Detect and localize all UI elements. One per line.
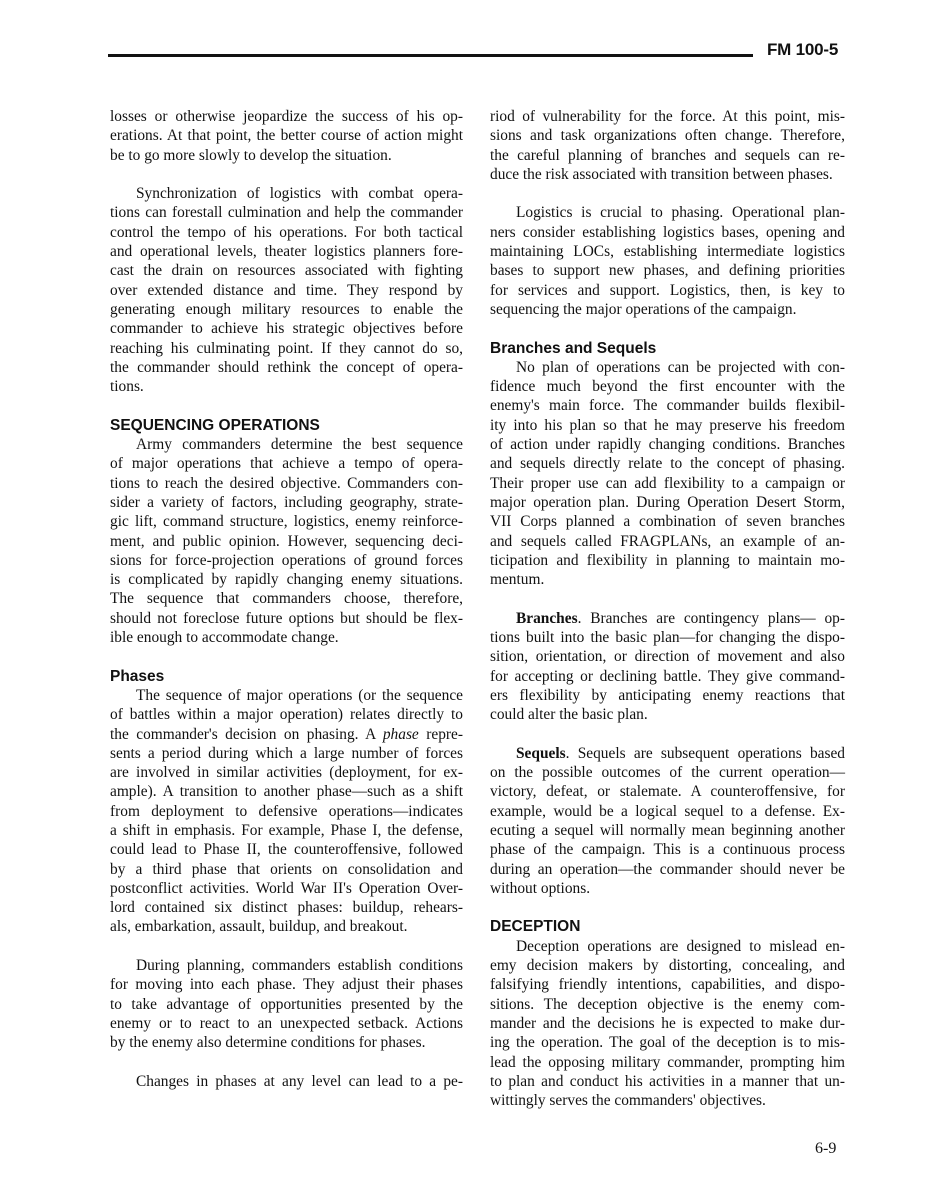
text-line: duce the risk associated with transition between phases. [490, 165, 833, 183]
text-line: tions to reach the desired objective. Commanders con- [110, 474, 463, 492]
text-line: losses or otherwise jeopardize the success of his op- [110, 108, 463, 125]
text-line: for moving into each phase. They adjust their phases [110, 976, 463, 994]
text-line: is complicated by rapidly changing enemy situations. [110, 571, 463, 589]
text-line: gic lift, command structure, logistics, enemy reinforce- [110, 513, 463, 531]
page-number: 6-9 [815, 1140, 837, 1157]
text-line: and operational levels, theater logistics planners fore- [110, 243, 463, 261]
paragraph [110, 107, 463, 165]
paragraph [490, 203, 845, 319]
text-line: and sequels called FRAGPLANs, an example of an- [490, 532, 845, 550]
text-line: The sequence that commanders choose, therefore, [110, 590, 463, 608]
text-line: enemy or to react to an unexpected setback. Actions [110, 1014, 463, 1032]
text-line: erations. At that point, the better course of action might [110, 127, 463, 145]
section-heading: Branches and Sequels [490, 339, 657, 357]
text-line: mander and the decisions he is expected to make dur- [490, 1014, 845, 1032]
paragraph [490, 358, 845, 590]
text-line: Their proper use can add flexibility to a campaign or [490, 474, 845, 492]
text-line: of major operations that achieve a tempo of opera- [110, 455, 463, 473]
text-line: of action under rapidly changing conditions. Branches [490, 436, 845, 454]
paragraph [110, 1072, 463, 1091]
text-line: without options. [490, 879, 591, 897]
text-run: . Sequels are subsequent operations based [565, 744, 845, 762]
text-line: be to go more slowly to develop the situation. [110, 146, 392, 164]
text-line: cast the drain on resources associated with fighting [110, 262, 463, 280]
paragraph [490, 107, 845, 184]
text-line: sition, orientation, or direction of movement and also [490, 648, 845, 666]
text-line: ecuting a sequel will normally mean beginning another [490, 821, 845, 839]
text-line: generating enough military resources to enable the [110, 300, 463, 318]
text-line: emy decision makers by distorting, concealing, and [490, 957, 845, 975]
text-line: major operation plan. During Operation Desert Storm, [490, 493, 845, 511]
text-line: phase of the campaign. This is a continuous process [490, 841, 845, 859]
text-line: and sequels directly relate to the concept of phasing. [490, 455, 845, 473]
text-line: Deception operations are designed to mislead en- [516, 937, 845, 955]
text-line: by a third phase that orients on consolidation and [110, 860, 463, 878]
bold-term: Branches [516, 609, 578, 627]
text-line: fidence much beyond the first encounter with the [490, 378, 845, 396]
text-line: for services and support. Logistics, then, is key to [490, 281, 845, 299]
paragraph [490, 609, 845, 725]
text-line: sions and task organizations often change. Therefore, [490, 127, 845, 145]
text-line: The sequence of major operations (or the sequence [136, 686, 463, 704]
text-line: tions built into the basic plan—for changing the dispo- [490, 629, 845, 647]
text-line: No plan of operations can be projected with con- [516, 358, 845, 376]
text-line: could lead to Phase II, the counteroffensive, followed [110, 841, 463, 859]
text-line: on the possible outcomes of the current operation— [490, 764, 845, 782]
section-heading: SEQUENCING OPERATIONS [110, 416, 320, 434]
text-line: lord contained six distinct phases: buildup, rehears- [110, 899, 463, 917]
text-line: postconflict activities. World War II's Operation Over- [110, 879, 463, 897]
paragraph [490, 744, 845, 898]
text-line: are involved in similar activities (deployment, for ex- [110, 764, 463, 782]
paragraph [110, 435, 463, 647]
text-line: from deployment to defensive operations—indicates [110, 802, 463, 820]
text-line: the commander should rethink the concept of opera- [110, 358, 463, 376]
text-line: bases to support new phases, and defining priorities [490, 262, 845, 280]
text-line: als, embarkation, assault, buildup, and breakout. [110, 918, 408, 936]
text-line: to take advantage of opportunities presented by the [110, 995, 463, 1013]
text-line: sider a variety of factors, including geography, strate- [110, 493, 463, 511]
text-line: by the enemy also determine conditions for phases. [110, 1034, 426, 1052]
text-line: sitions. The deception objective is the enemy com- [490, 995, 845, 1013]
header-rule [108, 54, 753, 57]
text-line: During planning, commanders establish conditions [136, 957, 463, 975]
text-line: ment, and public opinion. However, sequencing deci- [110, 532, 463, 550]
text-line: ners consider establishing logistics bases, opening and [490, 223, 845, 241]
paragraph [490, 937, 845, 1111]
text-line [490, 744, 845, 763]
text-line: falsifying friendly intentions, capabilities, and dispo- [490, 976, 845, 994]
text-line: mentum. [490, 571, 545, 589]
paragraph [110, 184, 463, 396]
text-line [490, 609, 845, 628]
text-line: commander to achieve his strategic objectives before [110, 320, 463, 338]
text-line: during an operation—the commander should never be [490, 860, 845, 878]
text-run: . Branches are contingency plans— op- [577, 609, 845, 627]
text-line: sequencing the major operations of the campaign. [490, 300, 797, 318]
text-line: Synchronization of logistics with combat opera- [136, 185, 463, 203]
paragraph [110, 686, 463, 937]
text-line: should not foreclose future options but should be flex- [110, 609, 463, 627]
text-line: the careful planning of branches and sequels can re- [490, 146, 845, 164]
text-run: repre- [418, 725, 463, 743]
text-line: maintaining LOCs, establishing intermediate logistics [490, 243, 845, 261]
text-line: Army commanders determine the best sequence [136, 436, 463, 454]
text-line: Logistics is crucial to phasing. Operational plan- [516, 204, 845, 222]
left-column [110, 107, 463, 1091]
text-line: reaching his culminating point. If they cannot do so, [110, 339, 463, 357]
text-line: ticipation and flexibility in planning to maintain mo- [490, 551, 845, 569]
text-line: ity into his plan so that he may preserve his freedom [490, 416, 845, 434]
text-line: ing the operation. The goal of the deception is to mis- [490, 1034, 845, 1052]
text-line: to plan and conduct his activities in a manner that un- [490, 1072, 845, 1090]
text-line: tions. [110, 378, 144, 396]
text-line: ible enough to accommodate change. [110, 629, 339, 647]
text-line: for accepting or declining battle. They give command- [490, 667, 845, 685]
text-line: riod of vulnerability for the force. At this point, mis- [490, 108, 845, 125]
italic-term: phase [382, 725, 419, 743]
text-line: ample). A transition to another phase—such as a shift [110, 783, 463, 801]
text-line: over extended distance and time. They respond by [110, 281, 463, 299]
section-heading: Phases [110, 667, 165, 685]
text-line: Changes in phases at any level can lead to a pe- [136, 1072, 463, 1090]
text-line: VII Corps planned a combination of seven branches [490, 513, 845, 531]
right-column [490, 107, 845, 1110]
text-line: example, would be a logical sequel to a defense. Ex- [490, 802, 845, 820]
text-line: tions can forestall culmination and help the commander [110, 204, 463, 222]
text-run: the commander's decision on phasing. A [110, 725, 383, 743]
text-line: sions for force-projection operations of ground forces [110, 551, 463, 569]
text-line: a shift in emphasis. For example, Phase I, the defense, [110, 821, 463, 839]
text-line: lead the opposing military commander, prompting him [490, 1053, 845, 1071]
text-line: ers flexibility by anticipating enemy reactions that [490, 686, 845, 704]
text-line [110, 725, 463, 744]
section-heading: DECEPTION [490, 918, 581, 936]
text-line: victory, defeat, or stalemate. A counteroffensive, for [490, 783, 845, 801]
paragraph [110, 956, 463, 1052]
text-line: of battles within a major operation) relates directly to [110, 706, 463, 724]
text-line: wittingly serves the commanders' objectives. [490, 1092, 766, 1110]
document-id: FM 100-5 [767, 40, 839, 59]
text-line: enemy's main force. The commander builds flexibil- [490, 397, 845, 415]
text-line: sents a period during which a large number of forces [110, 744, 463, 762]
text-line: control the tempo of his operations. For both tactical [110, 223, 463, 241]
bold-term: Sequels [516, 744, 566, 762]
text-line: could alter the basic plan. [490, 706, 648, 724]
